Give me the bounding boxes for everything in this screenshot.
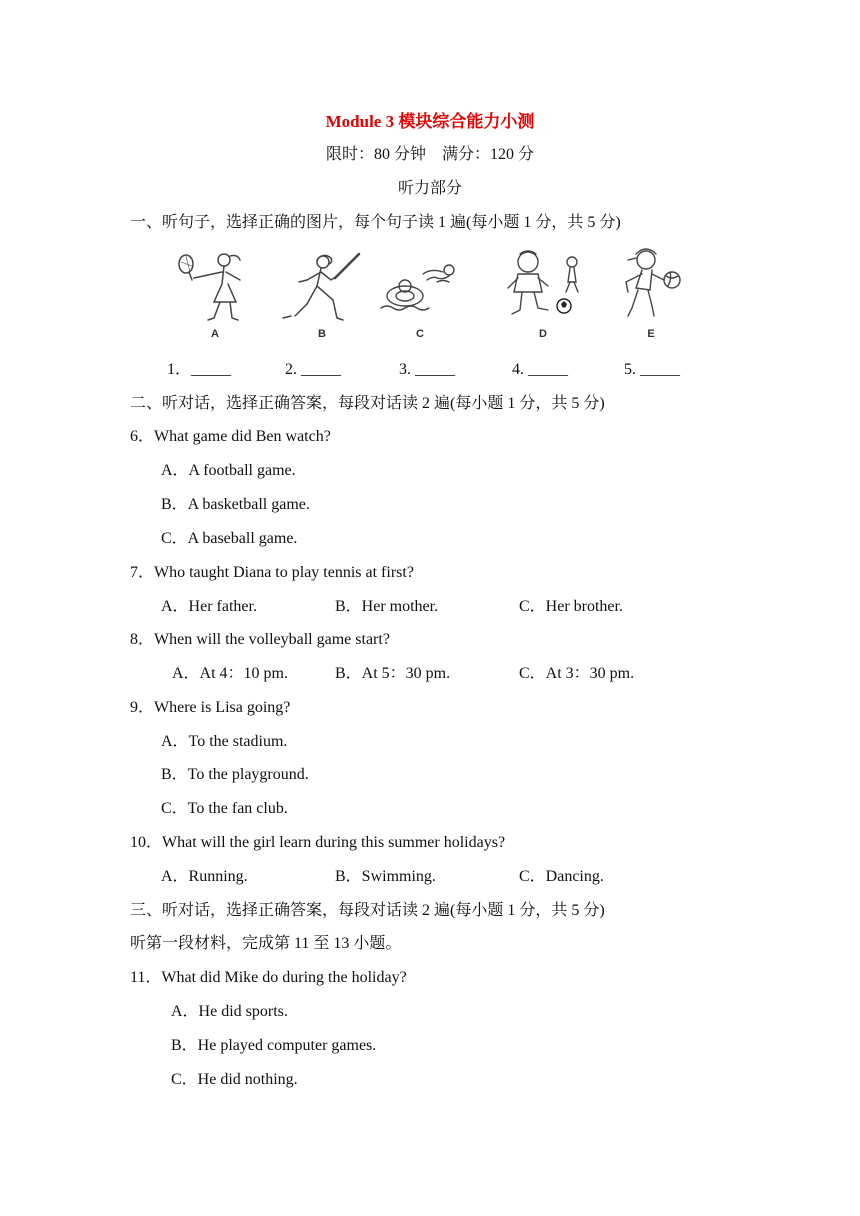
page-title: Module 3 模块综合能力小测 [325, 112, 535, 131]
football-kids-icon [498, 246, 588, 326]
picture-label: D [539, 328, 547, 340]
question-11: 11．What did Mike do during the holiday? [130, 969, 407, 986]
option-8c[interactable]: C．At 3：30 pm. [519, 665, 635, 682]
answer-blank-1[interactable]: 1．_____ [167, 361, 232, 378]
option-11a[interactable]: A．He did sports. [171, 1003, 288, 1020]
answer-blank-2[interactable]: 2. _____ [285, 361, 341, 378]
option-10b[interactable]: B．Swimming. [335, 868, 436, 885]
part3-instruction: 听第一段材料，完成第 11 至 13 小题。 [130, 935, 402, 952]
part3-heading: 三、听对话，选择正确答案，每段对话读 2 遍(每小题 1 分，共 5 分) [130, 902, 605, 919]
time-info: 限时：80 分钟 满分：120 分 [325, 146, 534, 163]
question-7: 7．Who taught Diana to play tennis at first? [130, 564, 414, 581]
picture-label: B [318, 328, 326, 340]
tennis-player-icon [170, 246, 260, 326]
option-9a[interactable]: A．To the stadium. [161, 733, 288, 750]
option-7a[interactable]: A．Her father. [161, 598, 257, 615]
option-10a[interactable]: A．Running. [161, 868, 248, 885]
answer-blank-3[interactable]: 3. _____ [399, 361, 455, 378]
question-6: 6．What game did Ben watch? [130, 428, 331, 445]
option-10c[interactable]: C．Dancing. [519, 868, 604, 885]
option-8a[interactable]: A．At 4：10 pm. [172, 665, 289, 682]
option-6a[interactable]: A．A football game. [161, 462, 296, 479]
picture-c [375, 246, 465, 342]
answer-blank-5[interactable]: 5. _____ [624, 361, 680, 378]
picture-b [277, 246, 367, 342]
picture-d [498, 246, 588, 342]
answer-blank-4[interactable]: 4. _____ [512, 361, 568, 378]
option-9c[interactable]: C．To the fan club. [161, 800, 288, 817]
question-8: 8．When will the volleyball game start? [130, 631, 390, 648]
question-10: 10．What will the girl learn during this summer holidays? [130, 834, 506, 851]
option-6c[interactable]: C．A baseball game. [161, 530, 298, 547]
picture-e [606, 246, 696, 342]
picture-label: E [647, 328, 655, 340]
option-11c[interactable]: C．He did nothing. [171, 1071, 298, 1088]
option-7b[interactable]: B．Her mother. [335, 598, 439, 615]
option-7c[interactable]: C．Her brother. [519, 598, 623, 615]
picture-label: A [211, 328, 219, 340]
baseball-batter-icon [277, 246, 367, 326]
option-6b[interactable]: B．A basketball game. [161, 496, 310, 513]
option-9b[interactable]: B．To the playground. [161, 766, 309, 783]
swimmers-icon [375, 246, 465, 326]
volleyball-player-icon [606, 246, 696, 326]
option-8b[interactable]: B．At 5：30 pm. [335, 665, 451, 682]
picture-label: C [416, 328, 424, 340]
section-listening: 听力部分 [397, 180, 462, 197]
question-9: 9．Where is Lisa going? [130, 699, 291, 716]
picture-a [170, 246, 260, 342]
part1-heading: 一、听句子，选择正确的图片，每个句子读 1 遍(每小题 1 分，共 5 分) [130, 214, 621, 231]
part2-heading: 二、听对话，选择正确答案，每段对话读 2 遍(每小题 1 分，共 5 分) [130, 395, 605, 412]
option-11b[interactable]: B．He played computer games. [171, 1037, 377, 1054]
